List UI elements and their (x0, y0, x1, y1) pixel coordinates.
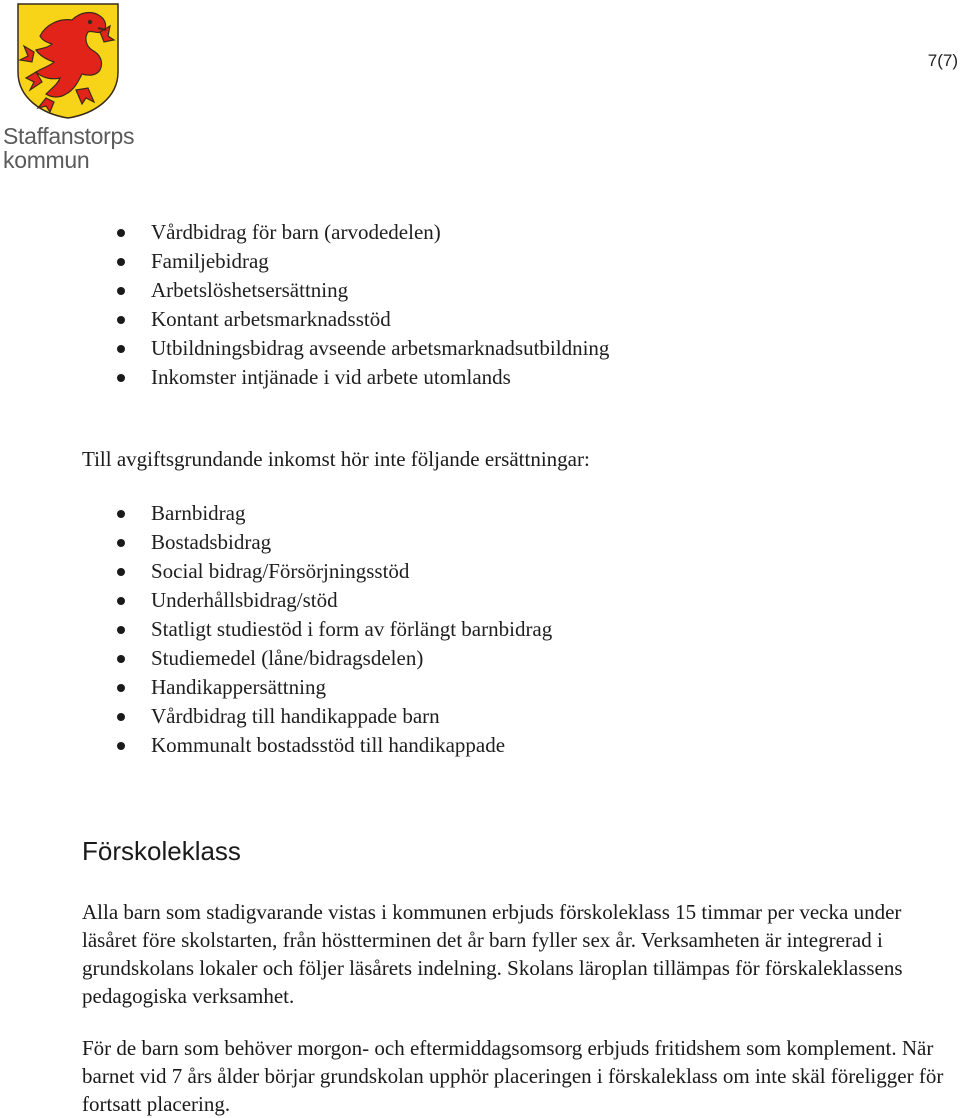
excluded-intro-text: Till avgiftsgrundande inkomst hör inte följande ersättningar: (82, 447, 590, 471)
logo-wordmark (3, 124, 153, 172)
list-item: Arbetslöshetsersättning (0, 276, 609, 305)
logo-line-1: Staffanstorps (3, 123, 135, 149)
list-item: Kommunalt bostadsstöd till handikappade (0, 731, 552, 760)
section-paragraph-2: För de barn som behöver morgon- och eftermiddagsomsorg erbjuds fritidshem som komplement. När barnet vid 7 års ålder börjar grundskolan upphör placeringen i förskaleklass om inte skäl föreligger för fortsatt placering. (82, 1036, 944, 1116)
coat-of-arms-lion-icon (16, 2, 120, 120)
list-item: Kontant arbetsmarknadsstöd (0, 305, 609, 334)
list-item: Familjebidrag (0, 247, 609, 276)
municipality-logo (0, 0, 150, 180)
list-item: Vårdbidrag till handikappade barn (0, 702, 552, 731)
logo-line-2: kommun (3, 147, 90, 173)
list-item: Studiemedel (låne/bidragsdelen) (0, 644, 552, 673)
section-paragraph-1: Alla barn som stadigvarande vistas i kommunen erbjuds förskoleklass 15 timmar per vecka under läsåret före skolstarten, från höstterminen det år barn fyller sex år. Verksamheten är integrerad i grundskolans lokaler och följer läsårets indelning. Skolans läroplan tillämpas för förskaleklassens pedagogiska verksamhet. (82, 900, 903, 1008)
list-item: Statligt studiestöd i form av förlängt barnbidrag (0, 615, 552, 644)
list-item: Utbildningsbidrag avseende arbetsmarknadsutbildning (0, 334, 609, 363)
list-item: Underhållsbidrag/stöd (0, 586, 552, 615)
list-item: Vårdbidrag för barn (arvodedelen) (0, 218, 609, 247)
list-item: Inkomster intjänade i vid arbete utomlands (0, 363, 609, 392)
income-list (0, 218, 609, 392)
list-item: Bostadsbidrag (0, 528, 552, 557)
excluded-list (0, 499, 552, 760)
list-item: Social bidrag/Försörjningsstöd (0, 557, 552, 586)
list-item: Barnbidrag (0, 499, 552, 528)
section-heading: Förskoleklass (82, 836, 241, 866)
page-number: 7(7) (927, 51, 958, 70)
list-item: Handikappersättning (0, 673, 552, 702)
